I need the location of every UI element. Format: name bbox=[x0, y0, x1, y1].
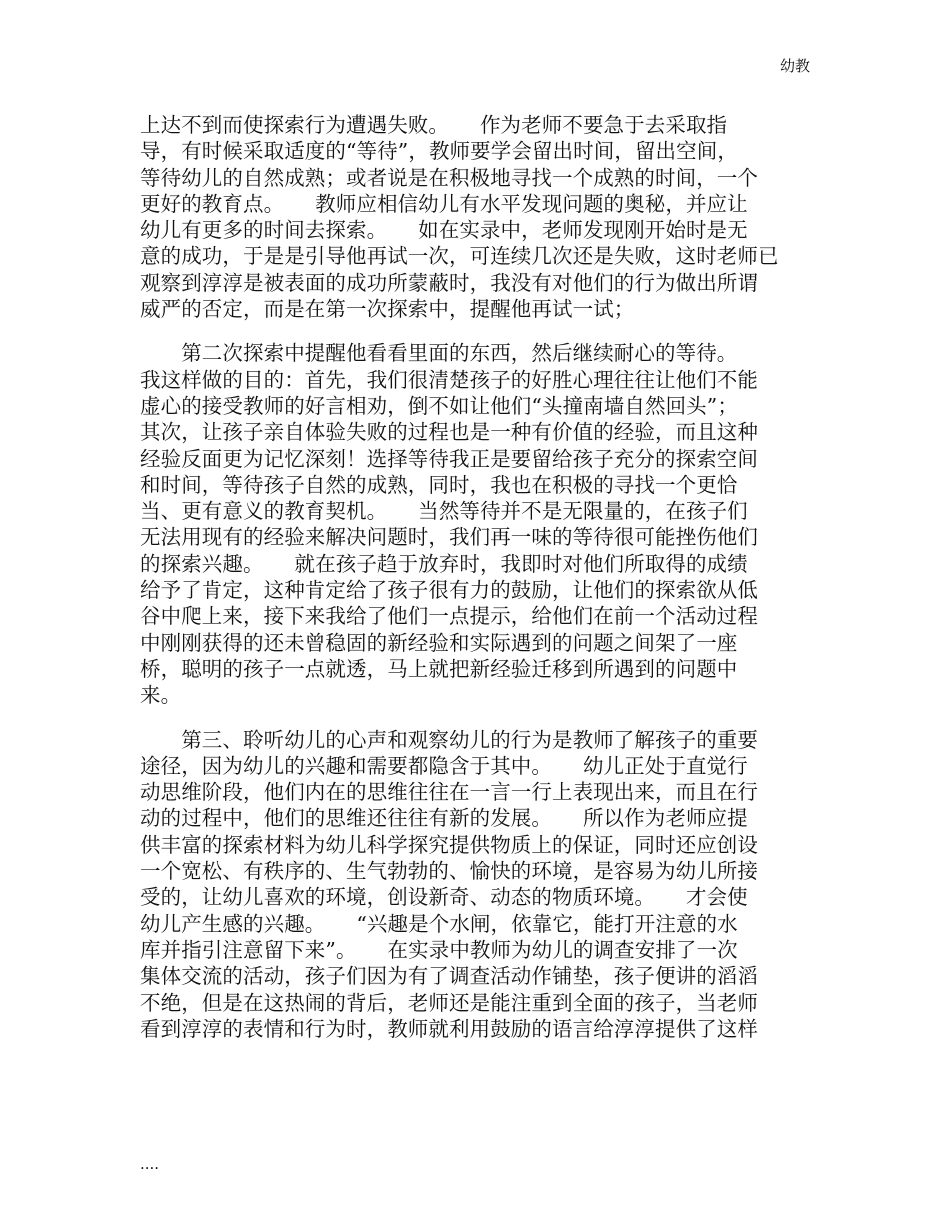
text-line: 幼儿有更多的时间去探索。 如在实录中，老师发现刚开始时是无 bbox=[140, 218, 748, 243]
text-line: 观察到淳淳是被表面的成功所蒙蔽时，我没有对他们的行为做出所谓 bbox=[140, 270, 758, 295]
header-tag: 幼教 bbox=[779, 57, 810, 75]
text-line: 更好的教育点。 教师应相信幼儿有水平发现问题的奥秘，并应让 bbox=[140, 191, 748, 216]
text-line: 幼儿产生感的兴趣。 “兴趣是个水闸，依靠它，能打开注意的水 bbox=[140, 911, 738, 936]
text-line: 给予了肯定，这种肯定给了孩子很有力的鼓励，让他们的探索欲从低 bbox=[140, 578, 758, 603]
text-line: 库并指引注意留下来”。 在实录中教师为幼儿的调查安排了一次 bbox=[140, 937, 738, 962]
footer-dots: .... bbox=[140, 1155, 160, 1173]
text-line: 经验反面更为记忆深刻！选择等待我正是要留给孩子充分的探索空间 bbox=[140, 446, 758, 471]
text-line: 途径，因为幼儿的兴趣和需要都隐含于其中。 幼儿正处于直觉行 bbox=[140, 753, 748, 778]
text-line: 谷中爬上来，接下来我给了他们一点提示，给他们在前一个活动过程 bbox=[140, 604, 758, 629]
text-line: 第二次探索中提醒他看看里面的东西，然后继续耐心的等待。 bbox=[140, 341, 738, 366]
text-line: 等待幼儿的自然成熟；或者说是在积极地寻找一个成熟的时间，一个 bbox=[140, 165, 758, 190]
text-line: 一个宽松、有秩序的、生气勃勃的、愉快的环境，是容易为幼儿所接 bbox=[140, 859, 758, 884]
text-line: 上达不到而使探索行为遭遇失败。 作为老师不要急于去采取指 bbox=[140, 113, 728, 137]
text-line: 威严的否定，而是在第一次探索中，提醒他再试一试； bbox=[140, 297, 635, 322]
paragraph bbox=[140, 727, 812, 1043]
text-line: 中刚刚获得的还未曾稳固的新经验和实际遇到的问题之间架了一座 bbox=[140, 630, 738, 655]
text-line: 受的，让幼儿喜欢的环境，创设新奇、动态的物质环境。 才会使 bbox=[140, 885, 748, 910]
paragraph bbox=[140, 340, 812, 708]
text-line: 来。 bbox=[140, 683, 182, 708]
text-line: 我这样做的目的：首先，我们很清楚孩子的好胜心理往往让他们不能 bbox=[140, 367, 758, 392]
paragraph-gap bbox=[140, 709, 812, 727]
text-line: 的探索兴趣。 就在孩子趋于放弃时，我即时对他们所取得的成绩 bbox=[140, 551, 748, 576]
text-line: 桥，聪明的孩子一点就透，马上就把新经验迁移到所遇到的问题中 bbox=[140, 656, 738, 681]
text-line: 意的成功，于是是引导他再试一次，可连续几次还是失败，这时老师已 bbox=[140, 244, 779, 269]
text-line: 无法用现有的经验来解决问题时，我们再一味的等待很可能挫伤他们 bbox=[140, 525, 758, 550]
text-line: 不绝，但是在这热闹的背后，老师还是能注重到全面的孩子，当老师 bbox=[140, 990, 758, 1015]
text-line: 当、更有意义的教育契机。 当然等待并不是无限量的，在孩子们 bbox=[140, 499, 748, 524]
text-line: 第三、聆听幼儿的心声和观察幼儿的行为是教师了解孩子的重要 bbox=[140, 727, 758, 752]
paragraph-gap bbox=[140, 322, 812, 340]
text-line: 看到淳淳的表情和行为时，教师就利用鼓励的语言给淳淳提供了这样 bbox=[140, 1016, 758, 1041]
text-line: 导，有时候采取适度的“等待”，教师要学会留出时间，留出空间， bbox=[140, 139, 738, 164]
text-line: 其次，让孩子亲自体验失败的过程也是一种有价值的经验，而且这种 bbox=[140, 420, 758, 445]
text-line: 集体交流的活动，孩子们因为有了调查活动作铺垫，孩子便讲的滔滔 bbox=[140, 964, 758, 989]
document-body bbox=[140, 112, 812, 1042]
text-line: 供丰富的探索材料为幼儿科学探究提供物质上的保证，同时还应创设 bbox=[140, 832, 758, 857]
text-line: 和时间，等待孩子自然的成熟，同时，我也在积极的寻找一个更恰 bbox=[140, 472, 738, 497]
text-line: 虚心的接受教师的好言相劝，倒不如让他们“头撞南墙自然回头”； bbox=[140, 393, 738, 418]
text-line: 动的过程中，他们的思维还往往有新的发展。 所以作为老师应提 bbox=[140, 806, 748, 831]
paragraph bbox=[140, 112, 812, 322]
text-line: 动思维阶段，他们内在的思维往往在一言一行上表现出来，而且在行 bbox=[140, 780, 758, 805]
